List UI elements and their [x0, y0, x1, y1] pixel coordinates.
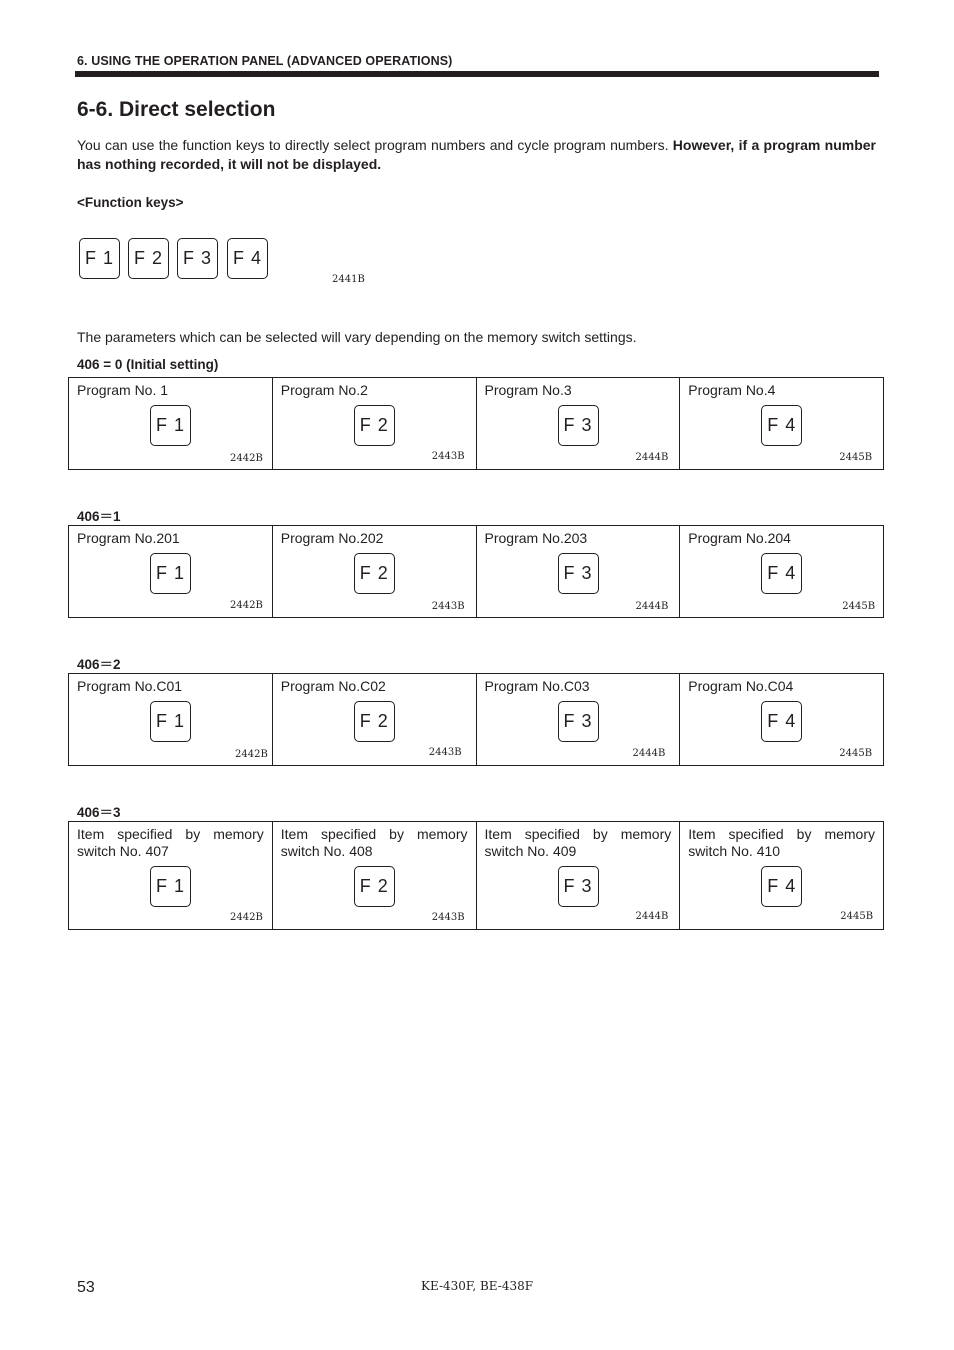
f2-key[interactable]: F 2: [354, 701, 395, 742]
cell-label: Program No.C04: [688, 678, 794, 694]
f3-key[interactable]: F 3: [558, 701, 599, 742]
f4-key[interactable]: F 4: [227, 238, 268, 279]
f2-key[interactable]: F 2: [128, 238, 169, 279]
table-cell: [476, 378, 680, 470]
figure-code: 2441B: [332, 274, 365, 285]
setting-table: [68, 673, 884, 766]
cell-label: Program No.C03: [484, 678, 590, 694]
figure-code: 2445B: [842, 601, 876, 612]
table-cell: [476, 526, 680, 618]
figure-code: 2442B: [230, 912, 263, 923]
cell-label: Program No.203: [484, 530, 588, 546]
figure-code: 2445B: [839, 452, 873, 463]
figure-code: 2444B: [635, 452, 669, 463]
intro-paragraph: [77, 136, 876, 174]
figure-code: 2445B: [840, 911, 874, 922]
cell-label: Program No. 1: [77, 382, 169, 398]
figure-code: 2443B: [431, 451, 465, 462]
figure-code: 2442B: [235, 749, 268, 760]
figure-code: 2443B: [431, 912, 465, 923]
parameters-note: The parameters which can be selected will vary depending on the memory switch settings.: [77, 329, 637, 345]
cell-label: Program No.4: [688, 382, 776, 398]
figure-code: 2443B: [431, 601, 465, 612]
table-cell: [272, 378, 476, 470]
table-cell: [69, 526, 273, 618]
table-cell: [272, 526, 476, 618]
setting-heading: 406＝2: [77, 657, 121, 672]
model-name: KE-430F, BE-438F: [421, 1279, 534, 1293]
f4-key[interactable]: F 4: [761, 553, 802, 594]
cell-label: Program No.3: [484, 382, 572, 398]
table-cell: [272, 822, 476, 930]
intro-text: You can use the function keys to directly select program numbers and cycle program numbers.: [77, 137, 673, 153]
table-cell: [476, 674, 680, 766]
table-cell: [476, 822, 680, 930]
cell-label: Program No.204: [688, 530, 791, 546]
f1-key[interactable]: F 1: [150, 553, 191, 594]
figure-code: 2445B: [839, 748, 873, 759]
page-number: 53: [77, 1279, 95, 1296]
f1-key[interactable]: F 1: [150, 405, 191, 446]
f4-key[interactable]: F 4: [761, 405, 802, 446]
figure-code: 2442B: [230, 600, 263, 611]
section-header: 6. USING THE OPERATION PANEL (ADVANCED OPERATIONS): [77, 54, 453, 68]
f2-key[interactable]: F 2: [354, 553, 395, 594]
cell-label: Program No.202: [280, 530, 384, 546]
f3-key[interactable]: F 3: [558, 553, 599, 594]
f1-key[interactable]: F 1: [150, 866, 191, 907]
setting-heading: 406 = 0 (Initial setting): [77, 357, 219, 372]
f1-key[interactable]: F 1: [150, 701, 191, 742]
f4-key[interactable]: F 4: [761, 866, 802, 907]
table-cell: [680, 378, 884, 470]
setting-table: [68, 377, 884, 470]
f2-key[interactable]: F 2: [354, 405, 395, 446]
figure-code: 2444B: [635, 601, 669, 612]
cell-label: Item specified by memory switch No. 410: [688, 826, 875, 859]
header-rule: [75, 71, 879, 77]
table-cell: [69, 378, 273, 470]
cell-label: Item specified by memory switch No. 407: [77, 826, 264, 859]
figure-code: 2442B: [230, 453, 263, 464]
f3-key[interactable]: F 3: [177, 238, 218, 279]
f3-key[interactable]: F 3: [558, 866, 599, 907]
setting-table: [68, 525, 884, 618]
f4-key[interactable]: F 4: [761, 701, 802, 742]
setting-heading: 406＝1: [77, 509, 121, 524]
cell-label: Program No.C01: [77, 678, 183, 694]
cell-label: Program No.C02: [280, 678, 386, 694]
intro-warning: However, if a program number has nothing recorded, it will not be displayed.: [77, 137, 876, 172]
table-cell: [680, 674, 884, 766]
table-cell: [680, 526, 884, 618]
setting-table: [68, 821, 884, 930]
f1-key[interactable]: F 1: [79, 238, 120, 279]
figure-code: 2444B: [632, 748, 666, 759]
table-cell: [272, 674, 476, 766]
f3-key[interactable]: F 3: [558, 405, 599, 446]
page-title: 6-6. Direct selection: [77, 98, 276, 121]
cell-label: Item specified by memory switch No. 409: [484, 826, 672, 859]
cell-label: Program No.2: [280, 382, 368, 398]
cell-label: Program No.201: [77, 530, 180, 546]
setting-heading: 406＝3: [77, 805, 121, 820]
figure-code: 2443B: [428, 747, 462, 758]
function-keys-heading: <Function keys>: [77, 195, 184, 210]
table-cell: [69, 822, 273, 930]
figure-code: 2444B: [635, 911, 669, 922]
f2-key[interactable]: F 2: [354, 866, 395, 907]
cell-label: Item specified by memory switch No. 408: [280, 826, 468, 859]
table-cell: [69, 674, 273, 766]
table-cell: [680, 822, 884, 930]
